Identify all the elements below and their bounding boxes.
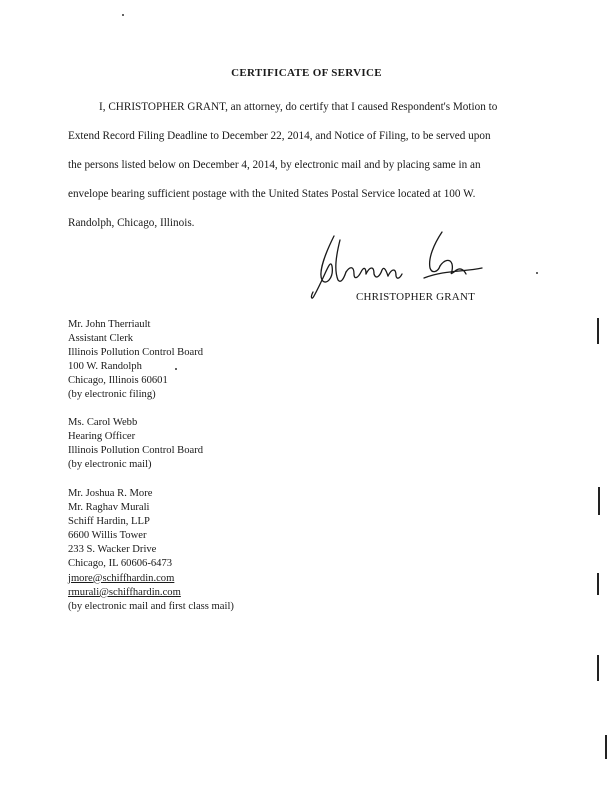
recipient-line: Chicago, Illinois 60601 (68, 375, 168, 387)
service-method-note: (by electronic mail and first class mail) (68, 600, 234, 612)
handwritten-signature (304, 222, 494, 302)
certification-paragraph (68, 93, 556, 238)
document-title: CERTIFICATE OF SERVICE (231, 67, 382, 79)
paragraph-line: Randolph, Chicago, Illinois. (68, 217, 195, 229)
scan-mark (598, 487, 600, 515)
recipient-line: Illinois Pollution Control Board (68, 445, 204, 457)
signer-name: CHRISTOPHER GRANT (356, 291, 476, 303)
recipient-line: Illinois Pollution Control Board (68, 347, 204, 359)
recipient-line: 6600 Willis Tower (68, 530, 147, 542)
recipient-line: Mr. Joshua R. More (68, 488, 153, 499)
recipient-line: Mr. John Therriault (68, 319, 151, 330)
paragraph-line: Extend Record Filing Deadline to December 22, 2014, and Notice of Filing, to be served upon (68, 130, 491, 142)
scan-mark (597, 573, 599, 595)
recipient-line: Mr. Raghav Murali (68, 502, 150, 514)
recipient-line: (by electronic filing) (68, 389, 156, 401)
paragraph-line: envelope bearing sufficient postage with the United States Postal Service located at 100 W. (68, 188, 476, 200)
recipient-line: Hearing Officer (68, 431, 136, 443)
recipient-line: Schiff Hardin, LLP (68, 516, 150, 528)
recipient-line: 233 S. Wacker Drive (68, 544, 157, 556)
recipient-line: 100 W. Randolph (68, 361, 142, 373)
recipient-block (68, 416, 203, 472)
paragraph-line: the persons listed below on December 4, 2014, by electronic mail and by placing same in an (68, 159, 481, 171)
recipient-line: Ms. Carol Webb (68, 417, 138, 428)
scan-mark (597, 318, 599, 344)
recipient-line: Chicago, IL 60606-6473 (68, 558, 173, 570)
paragraph-line: I, CHRISTOPHER GRANT, an attorney, do certify that I caused Respondent's Motion to (99, 101, 498, 113)
email-link[interactable]: rmurali@schiffhardin.com (68, 586, 181, 598)
scan-mark (605, 735, 607, 759)
email-link[interactable]: jmore@schiffhardin.com (68, 572, 175, 584)
recipient-block (68, 318, 203, 403)
scan-mark (597, 655, 599, 681)
recipient-line: (by electronic mail) (68, 459, 152, 471)
scan-speck (536, 272, 538, 274)
scan-speck (122, 14, 124, 16)
recipient-line: Assistant Clerk (68, 333, 134, 345)
recipient-block (68, 487, 234, 614)
scan-speck (175, 368, 177, 370)
